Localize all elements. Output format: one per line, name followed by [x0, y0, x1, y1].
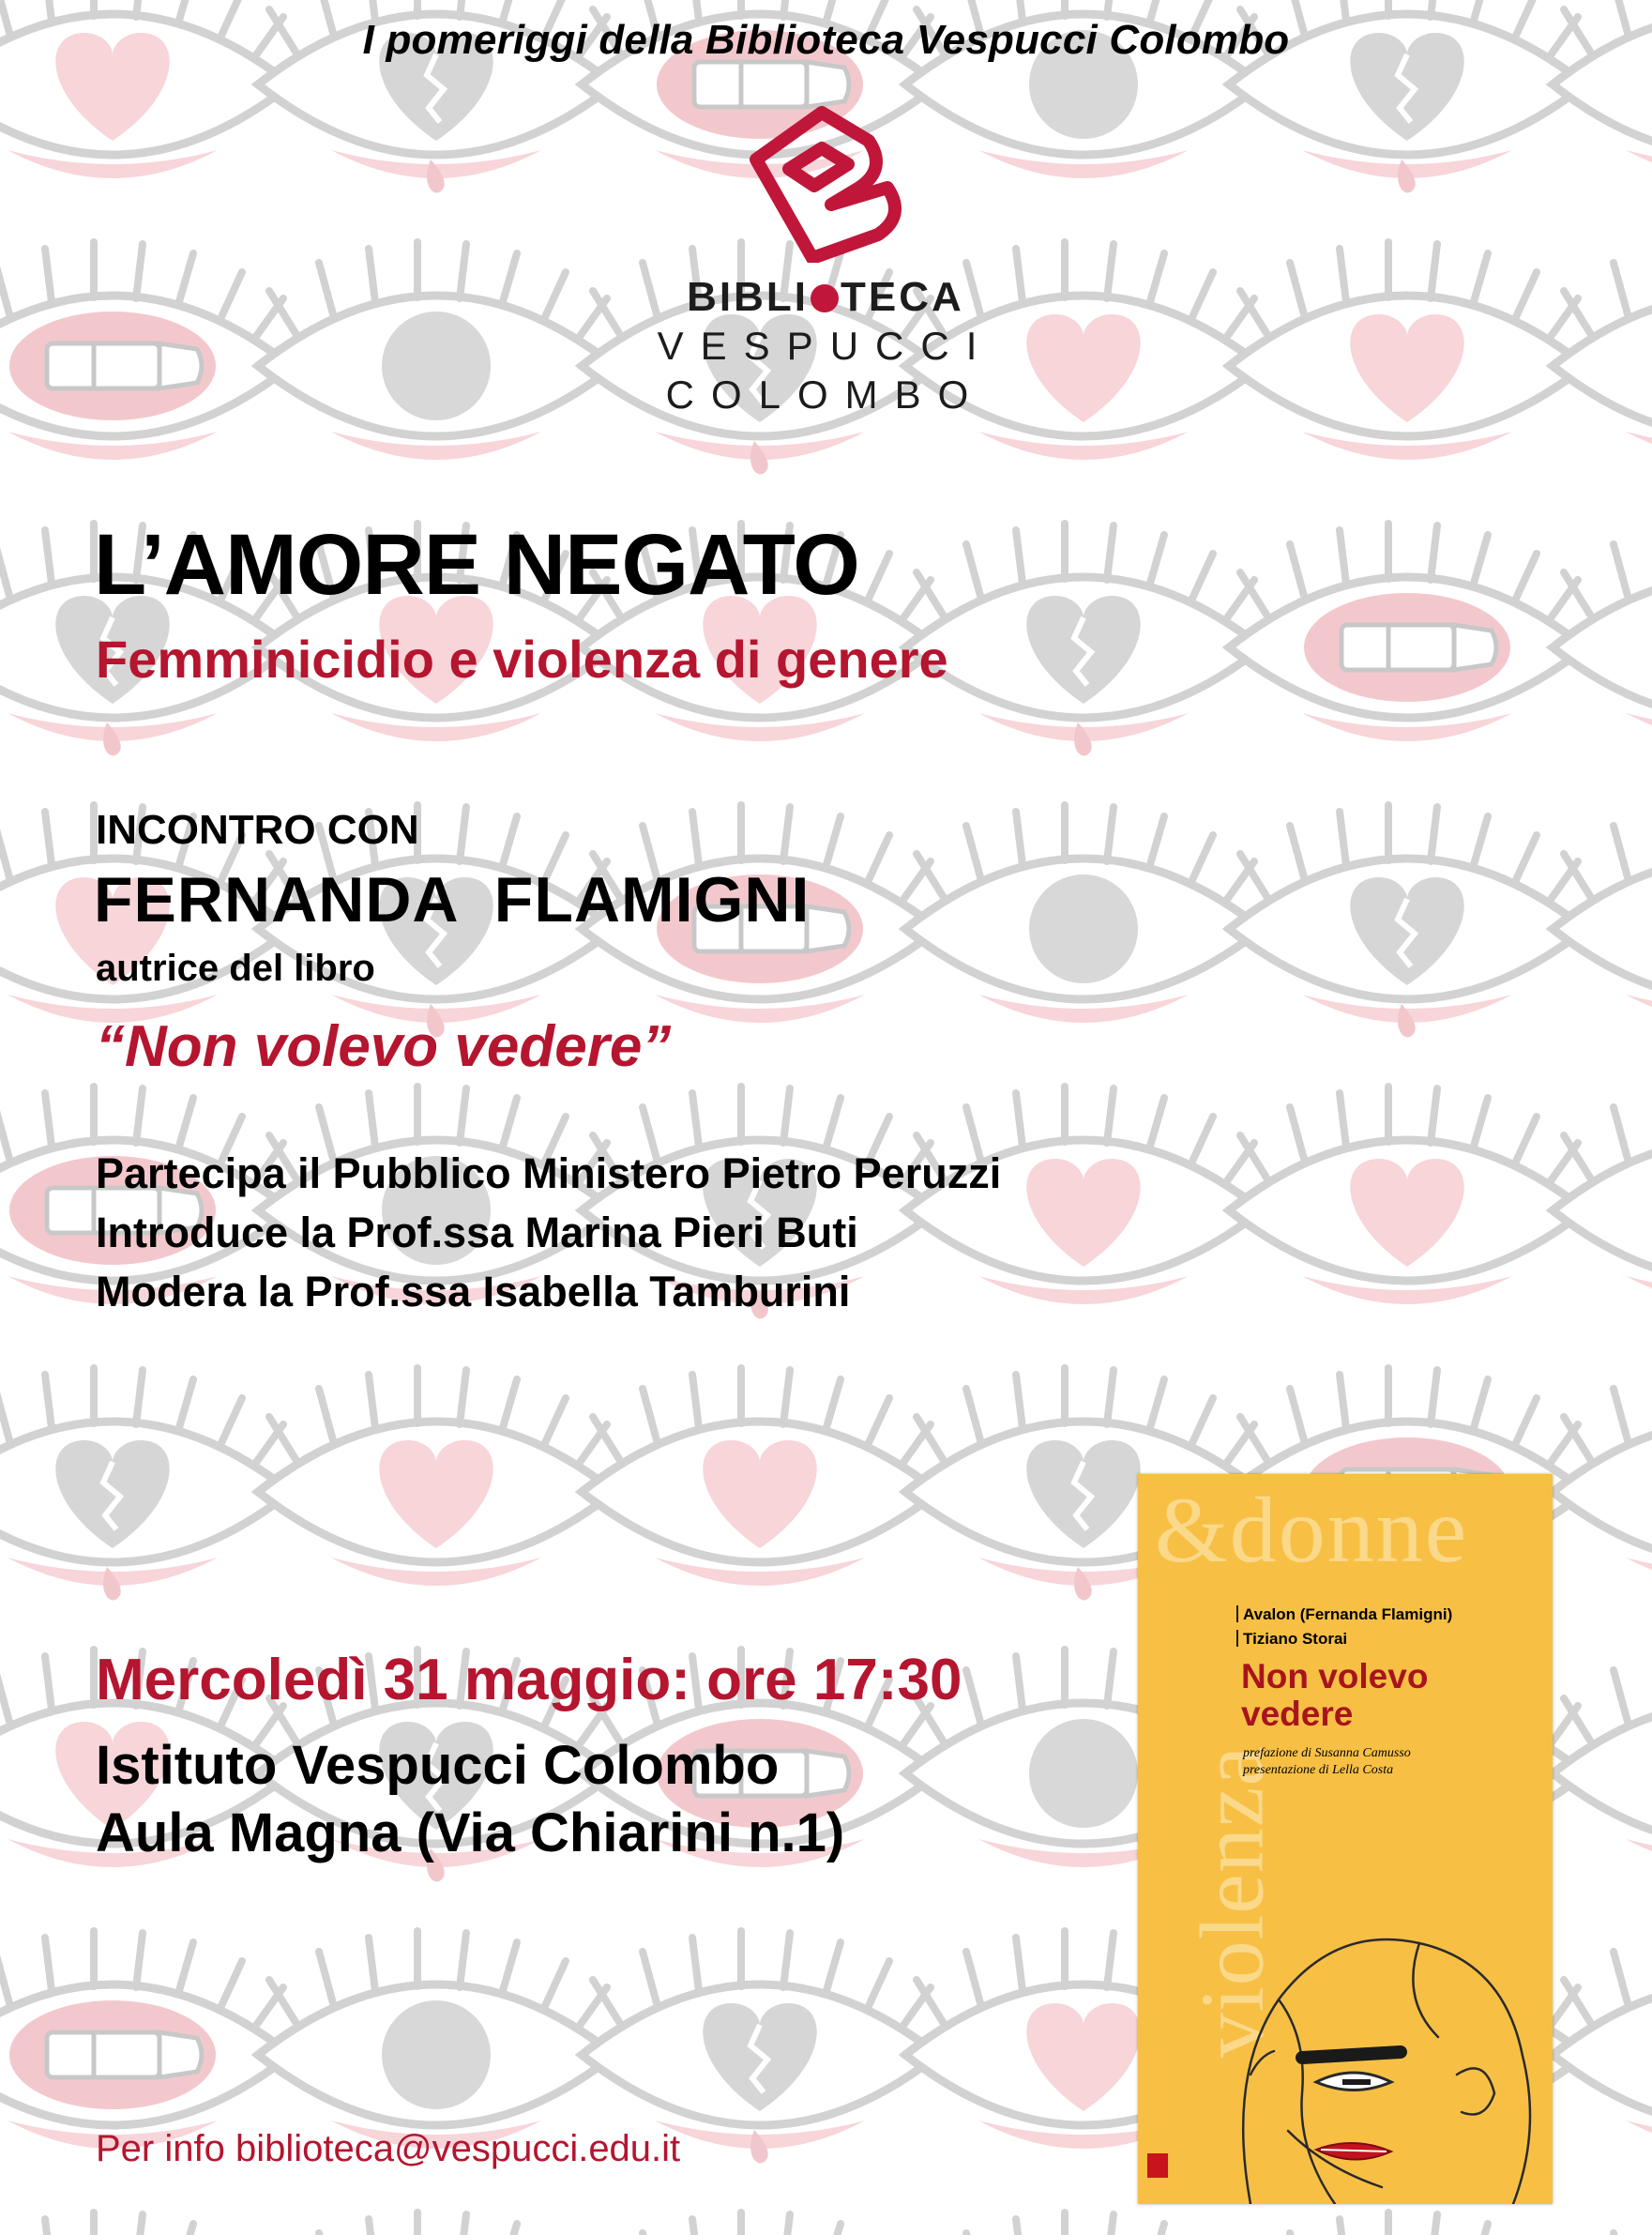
- participant-line: Introduce la Prof.ssa Marina Pieri Buti: [96, 1209, 858, 1256]
- heart-eye-icon: [1229, 1087, 1585, 1304]
- broken-heart-eye-icon: [905, 2212, 1262, 2235]
- broken-heart-eye-icon: [1553, 1931, 1652, 2164]
- cover-title: Non volevo vedere: [1241, 1657, 1429, 1733]
- intro-label: INCONTRO CON: [96, 807, 419, 853]
- cover-note: prefazione di Susanna Camusso: [1243, 1746, 1411, 1760]
- cover-author: Tiziano Storai: [1243, 1630, 1348, 1648]
- heart-eye-icon: [582, 1368, 938, 1586]
- heart-eye-icon: [1229, 242, 1585, 460]
- eye-icon: [1553, 524, 1652, 741]
- event-title: L’AMORE NEGATO: [94, 517, 859, 613]
- contact-info: Per info biblioteca@vespucci.edu.it: [96, 2128, 681, 2169]
- face-illustration: [1138, 1474, 1553, 2204]
- broken-heart-eye-icon: [1553, 242, 1652, 475]
- heart-eye-icon: [258, 2212, 614, 2235]
- lipstick-eye-icon: [1229, 524, 1585, 741]
- eye-icon: [1553, 2212, 1652, 2235]
- broken-heart-eye-icon: [905, 524, 1262, 756]
- book-cover: [1138, 1474, 1553, 2204]
- logo-word-vespucci: VESPUCCI: [657, 324, 994, 368]
- cover-series-side: violenza: [1181, 1744, 1282, 2059]
- eye-icon: [258, 242, 614, 460]
- eye-icon: [258, 1931, 614, 2149]
- heart-eye-icon: [258, 1368, 614, 1586]
- event-subtitle: Femminicidio e violenza di genere: [96, 630, 948, 689]
- heart-eye-icon: [1553, 1650, 1652, 1867]
- library-logo: [657, 103, 994, 422]
- logo-word-colombo: COLOMBO: [665, 372, 986, 417]
- author-name: FERNANDA FLAMIGNI: [94, 864, 811, 935]
- logo-word-biblioteca: BIBLI TECA: [687, 274, 964, 320]
- logo-dot: [811, 284, 839, 312]
- author-role: autrice del libro: [96, 948, 375, 989]
- series-header: I pomeriggi della Biblioteca Vespucci Colombo: [362, 17, 1290, 63]
- eye-icon: [905, 805, 1262, 1023]
- publisher-logo: [1147, 2153, 1168, 2178]
- broken-heart-eye-icon: [0, 1368, 291, 1601]
- cover-author: Avalon (Fernanda Flamigni): [1243, 1605, 1453, 1623]
- broken-heart-eye-icon: [0, 2212, 291, 2235]
- book-title: “Non volevo vedere”: [96, 1014, 672, 1079]
- lipstick-eye-icon: [0, 1931, 291, 2149]
- lipstick-eye-icon: [1229, 2212, 1585, 2235]
- event-date: Mercoledì 31 maggio: ore 17:30: [96, 1648, 962, 1712]
- participant-line: Modera la Prof.ssa Isabella Tamburini: [96, 1268, 851, 1315]
- lipstick-eye-icon: [0, 242, 291, 460]
- heart-eye-icon: [582, 2212, 938, 2235]
- participant-line: Partecipa il Pubblico Ministero Pietro Peruzzi: [96, 1149, 1002, 1197]
- eye-icon: [1553, 1368, 1652, 1586]
- broken-heart-eye-icon: [1229, 805, 1585, 1038]
- b-monogram-icon: [747, 103, 904, 263]
- event-venue: Istituto Vespucci Colombo: [96, 1735, 780, 1796]
- cover-series-top: &donne: [1155, 1478, 1469, 1582]
- heart-eye-icon: [1553, 805, 1652, 1023]
- event-room: Aula Magna (Via Chiarini n.1): [96, 1802, 845, 1863]
- cover-note: presentazione di Lella Costa: [1243, 1763, 1394, 1777]
- broken-heart-eye-icon: [1553, 1087, 1652, 1319]
